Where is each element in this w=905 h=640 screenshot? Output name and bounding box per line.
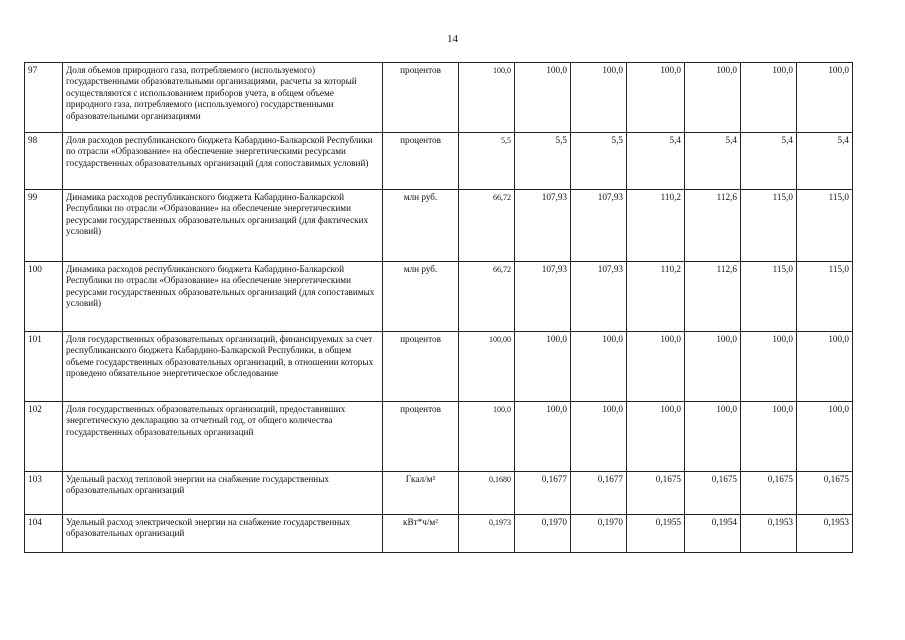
unit-cell: процентов <box>383 133 459 190</box>
value-cell: 5,4 <box>797 133 853 190</box>
value-cell: 0,1675 <box>685 472 741 515</box>
value-cell: 5,5 <box>515 133 571 190</box>
indicators-table <box>24 62 853 553</box>
table-row <box>25 472 853 515</box>
indicator-name: Удельный расход тепловой энергии на снабжение государственных образовательных организаций <box>63 472 383 515</box>
value-cell: 100,0 <box>797 63 853 133</box>
row-number: 104 <box>25 515 63 553</box>
value-cell: 5,4 <box>741 133 797 190</box>
unit-cell: млн руб. <box>383 262 459 332</box>
value-cell: 0,1675 <box>741 472 797 515</box>
value-cell: 115,0 <box>741 262 797 332</box>
value-cell: 0,1954 <box>685 515 741 553</box>
value-cell: 107,93 <box>571 190 627 262</box>
indicator-name: Доля государственных образовательных организаций, финансируемых за счет республиканского бюджета Кабардино-Балкарской Республики, в общем объеме государственных образовательных организаций, в отношении которых проведено обязательное энергетическое обследование <box>63 332 383 402</box>
value-cell: 0,1675 <box>627 472 685 515</box>
value-cell: 100,0 <box>797 402 853 472</box>
value-cell: 100,0 <box>459 402 515 472</box>
value-cell: 100,0 <box>571 63 627 133</box>
value-cell: 100,0 <box>571 402 627 472</box>
row-number: 103 <box>25 472 63 515</box>
table-row <box>25 402 853 472</box>
value-cell: 112,6 <box>685 262 741 332</box>
value-cell: 0,1953 <box>741 515 797 553</box>
value-cell: 0,1953 <box>797 515 853 553</box>
indicator-name: Динамика расходов республиканского бюджета Кабардино-Балкарской Республики по отрасли «Образование» на обеспечение энергетическими ресурсами государственных образовательных организаций (для фактических условий) <box>63 190 383 262</box>
value-cell: 110,2 <box>627 262 685 332</box>
row-number: 101 <box>25 332 63 402</box>
indicator-name: Динамика расходов республиканского бюджета Кабардино-Балкарской Республики по отрасли «Образование» на обеспечение энергетическими ресурсами государственных образовательных организаций (для сопоставимых условий) <box>63 262 383 332</box>
indicator-name: Доля государственных образовательных организаций, предоставивших энергетическую декларацию за отчетный год, от общего количества государственных образовательных организаций <box>63 402 383 472</box>
unit-cell: кВт*ч/м² <box>383 515 459 553</box>
unit-cell: процентов <box>383 402 459 472</box>
value-cell: 100,00 <box>459 332 515 402</box>
table-row <box>25 190 853 262</box>
value-cell: 100,0 <box>685 332 741 402</box>
value-cell: 115,0 <box>741 190 797 262</box>
value-cell: 100,0 <box>741 332 797 402</box>
value-cell: 66,72 <box>459 190 515 262</box>
value-cell: 0,1675 <box>797 472 853 515</box>
value-cell: 100,0 <box>685 63 741 133</box>
value-cell: 100,0 <box>571 332 627 402</box>
value-cell: 100,0 <box>515 332 571 402</box>
unit-cell: Гкал/м² <box>383 472 459 515</box>
value-cell: 0,1680 <box>459 472 515 515</box>
value-cell: 107,93 <box>571 262 627 332</box>
unit-cell: процентов <box>383 332 459 402</box>
value-cell: 110,2 <box>627 190 685 262</box>
row-number: 102 <box>25 402 63 472</box>
value-cell: 100,0 <box>515 402 571 472</box>
table-row <box>25 332 853 402</box>
value-cell: 0,1677 <box>571 472 627 515</box>
value-cell: 100,0 <box>741 63 797 133</box>
value-cell: 100,0 <box>627 63 685 133</box>
table-row <box>25 133 853 190</box>
value-cell: 100,0 <box>627 402 685 472</box>
row-number: 97 <box>25 63 63 133</box>
value-cell: 100,0 <box>685 402 741 472</box>
value-cell: 0,1970 <box>571 515 627 553</box>
value-cell: 107,93 <box>515 190 571 262</box>
indicator-name: Доля расходов республиканского бюджета Кабардино-Балкарской Республики по отрасли «Образование» на обеспечение энергетическими ресурсами государственных образовательных организаций (для сопоставимых условий) <box>63 133 383 190</box>
row-number: 99 <box>25 190 63 262</box>
value-cell: 5,4 <box>627 133 685 190</box>
page-number: 14 <box>447 33 458 45</box>
value-cell: 0,1677 <box>515 472 571 515</box>
value-cell: 100,0 <box>515 63 571 133</box>
value-cell: 0,1970 <box>515 515 571 553</box>
value-cell: 5,5 <box>459 133 515 190</box>
table-row <box>25 515 853 553</box>
row-number: 98 <box>25 133 63 190</box>
value-cell: 0,1973 <box>459 515 515 553</box>
table-row <box>25 63 853 133</box>
indicator-name: Удельный расход электрической энергии на снабжение государственных образовательных организаций <box>63 515 383 553</box>
value-cell: 100,0 <box>627 332 685 402</box>
value-cell: 112,6 <box>685 190 741 262</box>
value-cell: 107,93 <box>515 262 571 332</box>
value-cell: 100,0 <box>741 402 797 472</box>
value-cell: 100,0 <box>797 332 853 402</box>
value-cell: 0,1955 <box>627 515 685 553</box>
value-cell: 115,0 <box>797 190 853 262</box>
value-cell: 5,4 <box>685 133 741 190</box>
table-row <box>25 262 853 332</box>
value-cell: 5,5 <box>571 133 627 190</box>
value-cell: 66,72 <box>459 262 515 332</box>
unit-cell: процентов <box>383 63 459 133</box>
unit-cell: млн руб. <box>383 190 459 262</box>
indicator-name: Доля объемов природного газа, потребляемого (используемого) государственными образовательными организациями, расчеты за который осуществляются с использованием приборов учета, в общем объеме природного газа, потребляемого (используемого) государственными образовательными организациями <box>63 63 383 133</box>
value-cell: 100,0 <box>459 63 515 133</box>
value-cell: 115,0 <box>797 262 853 332</box>
row-number: 100 <box>25 262 63 332</box>
